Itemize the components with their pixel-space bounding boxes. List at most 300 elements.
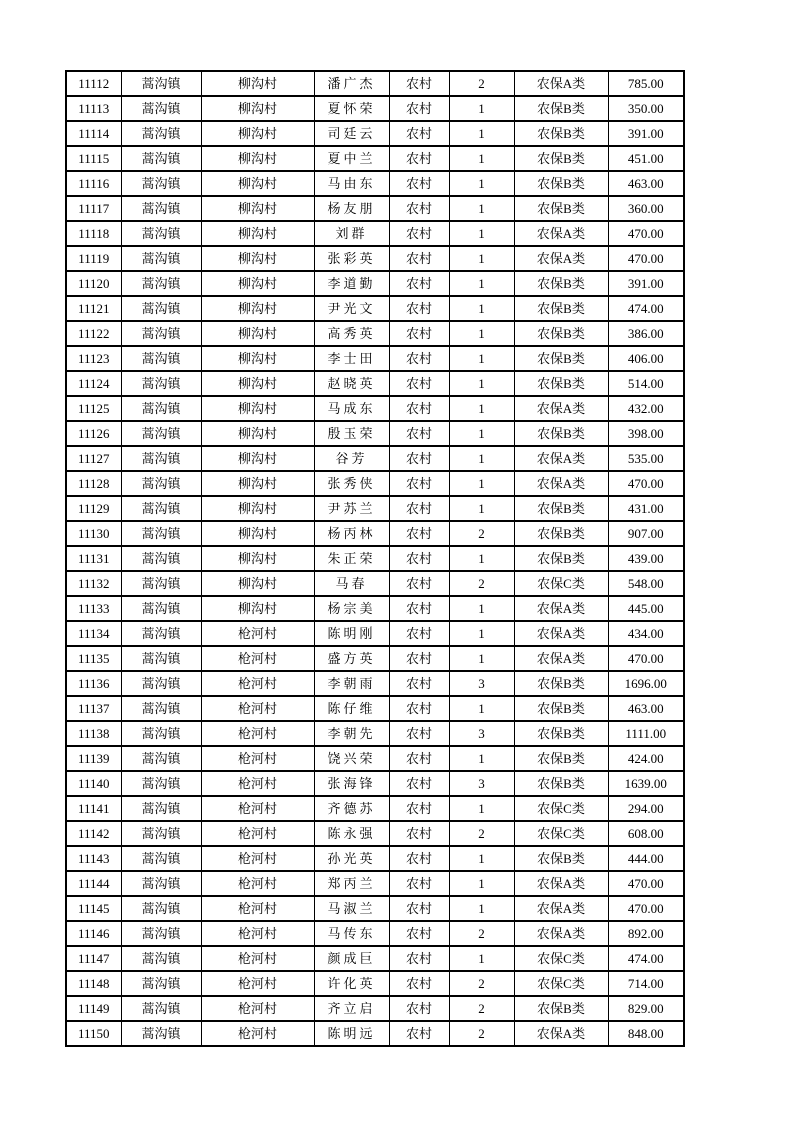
cell-town: 蒿沟镇 [121,296,201,321]
cell-category: 农保A类 [514,246,608,271]
cell-name: 陈明远 [314,1021,389,1046]
cell-residence: 农村 [389,446,449,471]
cell-village: 柳沟村 [201,446,314,471]
cell-name: 李朝先 [314,721,389,746]
cell-town: 蒿沟镇 [121,596,201,621]
cell-name: 马由东 [314,171,389,196]
cell-town: 蒿沟镇 [121,421,201,446]
cell-village: 柳沟村 [201,246,314,271]
cell-persons: 1 [449,746,514,771]
cell-town: 蒿沟镇 [121,571,201,596]
cell-town: 蒿沟镇 [121,471,201,496]
cell-amount: 470.00 [608,471,684,496]
cell-id: 11115 [66,146,121,171]
cell-persons: 2 [449,521,514,546]
cell-town: 蒿沟镇 [121,446,201,471]
cell-persons: 2 [449,921,514,946]
cell-category: 农保A类 [514,896,608,921]
cell-amount: 439.00 [608,546,684,571]
cell-persons: 1 [449,246,514,271]
cell-persons: 1 [449,646,514,671]
cell-village: 柳沟村 [201,221,314,246]
cell-town: 蒿沟镇 [121,746,201,771]
table-row [66,121,684,146]
cell-persons: 1 [449,171,514,196]
cell-id: 11149 [66,996,121,1021]
cell-id: 11125 [66,396,121,421]
cell-town: 蒿沟镇 [121,71,201,96]
cell-category: 农保B类 [514,121,608,146]
cell-name: 张秀侠 [314,471,389,496]
cell-town: 蒿沟镇 [121,821,201,846]
cell-category: 农保C类 [514,571,608,596]
cell-id: 11117 [66,196,121,221]
cell-amount: 445.00 [608,596,684,621]
cell-town: 蒿沟镇 [121,996,201,1021]
cell-amount: 474.00 [608,296,684,321]
cell-town: 蒿沟镇 [121,971,201,996]
cell-village: 枪河村 [201,796,314,821]
cell-category: 农保A类 [514,221,608,246]
cell-amount: 470.00 [608,896,684,921]
cell-amount: 294.00 [608,796,684,821]
cell-amount: 714.00 [608,971,684,996]
cell-village: 枪河村 [201,871,314,896]
benefits-register-table [65,70,685,1047]
cell-town: 蒿沟镇 [121,646,201,671]
cell-name: 潘广杰 [314,71,389,96]
cell-amount: 608.00 [608,821,684,846]
cell-residence: 农村 [389,646,449,671]
cell-residence: 农村 [389,971,449,996]
cell-category: 农保B类 [514,996,608,1021]
cell-residence: 农村 [389,821,449,846]
table-row [66,521,684,546]
cell-name: 陈仔维 [314,696,389,721]
cell-name: 郑丙兰 [314,871,389,896]
cell-persons: 1 [449,471,514,496]
cell-town: 蒿沟镇 [121,1021,201,1046]
cell-village: 枪河村 [201,921,314,946]
cell-village: 柳沟村 [201,171,314,196]
cell-amount: 431.00 [608,496,684,521]
cell-category: 农保A类 [514,471,608,496]
cell-village: 枪河村 [201,696,314,721]
cell-name: 尹苏兰 [314,496,389,521]
cell-town: 蒿沟镇 [121,721,201,746]
table-row [66,646,684,671]
table-row [66,571,684,596]
cell-residence: 农村 [389,946,449,971]
cell-name: 刘群 [314,221,389,246]
cell-persons: 1 [449,271,514,296]
cell-id: 11126 [66,421,121,446]
cell-name: 李朝雨 [314,671,389,696]
cell-residence: 农村 [389,571,449,596]
cell-residence: 农村 [389,196,449,221]
cell-town: 蒿沟镇 [121,496,201,521]
table-row [66,621,684,646]
cell-id: 11129 [66,496,121,521]
table-row [66,971,684,996]
table-row [66,421,684,446]
cell-persons: 1 [449,796,514,821]
cell-town: 蒿沟镇 [121,371,201,396]
cell-category: 农保B类 [514,846,608,871]
cell-persons: 1 [449,321,514,346]
cell-amount: 470.00 [608,246,684,271]
cell-residence: 农村 [389,721,449,746]
cell-name: 赵晓英 [314,371,389,396]
cell-residence: 农村 [389,471,449,496]
cell-id: 11127 [66,446,121,471]
cell-category: 农保B类 [514,346,608,371]
cell-amount: 535.00 [608,446,684,471]
cell-name: 李士田 [314,346,389,371]
cell-amount: 391.00 [608,271,684,296]
cell-village: 柳沟村 [201,521,314,546]
table-row [66,271,684,296]
cell-village: 枪河村 [201,771,314,796]
cell-residence: 农村 [389,421,449,446]
table-row [66,171,684,196]
cell-category: 农保A类 [514,446,608,471]
cell-category: 农保A类 [514,621,608,646]
cell-name: 饶兴荣 [314,746,389,771]
cell-persons: 1 [449,421,514,446]
table-row [66,396,684,421]
cell-id: 11118 [66,221,121,246]
cell-persons: 1 [449,946,514,971]
cell-amount: 451.00 [608,146,684,171]
cell-residence: 农村 [389,371,449,396]
table-body [66,71,684,1046]
table-row [66,446,684,471]
table-row [66,946,684,971]
cell-persons: 2 [449,821,514,846]
cell-persons: 3 [449,721,514,746]
cell-village: 枪河村 [201,996,314,1021]
cell-category: 农保B类 [514,421,608,446]
table-row [66,671,684,696]
cell-residence: 农村 [389,346,449,371]
cell-village: 枪河村 [201,721,314,746]
table-row [66,846,684,871]
cell-town: 蒿沟镇 [121,146,201,171]
cell-name: 高秀英 [314,321,389,346]
cell-id: 11145 [66,896,121,921]
cell-village: 枪河村 [201,946,314,971]
cell-persons: 1 [449,371,514,396]
cell-amount: 474.00 [608,946,684,971]
cell-village: 柳沟村 [201,596,314,621]
cell-residence: 农村 [389,671,449,696]
cell-category: 农保B类 [514,771,608,796]
cell-id: 11138 [66,721,121,746]
cell-village: 枪河村 [201,1021,314,1046]
cell-residence: 农村 [389,921,449,946]
cell-town: 蒿沟镇 [121,321,201,346]
cell-id: 11140 [66,771,121,796]
cell-town: 蒿沟镇 [121,396,201,421]
cell-amount: 892.00 [608,921,684,946]
cell-town: 蒿沟镇 [121,221,201,246]
cell-category: 农保B类 [514,146,608,171]
cell-name: 张彩英 [314,246,389,271]
cell-amount: 470.00 [608,871,684,896]
table-row [66,821,684,846]
cell-category: 农保A类 [514,1021,608,1046]
cell-residence: 农村 [389,746,449,771]
cell-name: 李道勤 [314,271,389,296]
cell-amount: 360.00 [608,196,684,221]
cell-id: 11120 [66,271,121,296]
cell-town: 蒿沟镇 [121,696,201,721]
cell-residence: 农村 [389,596,449,621]
cell-category: 农保B类 [514,296,608,321]
cell-residence: 农村 [389,71,449,96]
cell-town: 蒿沟镇 [121,121,201,146]
cell-id: 11134 [66,621,121,646]
cell-category: 农保B类 [514,96,608,121]
cell-id: 11124 [66,371,121,396]
cell-village: 柳沟村 [201,146,314,171]
cell-id: 11139 [66,746,121,771]
cell-persons: 1 [449,696,514,721]
cell-persons: 1 [449,896,514,921]
cell-town: 蒿沟镇 [121,246,201,271]
cell-amount: 444.00 [608,846,684,871]
cell-persons: 2 [449,571,514,596]
cell-id: 11141 [66,796,121,821]
cell-town: 蒿沟镇 [121,196,201,221]
cell-id: 11143 [66,846,121,871]
cell-name: 夏中兰 [314,146,389,171]
cell-residence: 农村 [389,296,449,321]
cell-town: 蒿沟镇 [121,671,201,696]
cell-village: 枪河村 [201,846,314,871]
cell-name: 夏怀荣 [314,96,389,121]
cell-residence: 农村 [389,871,449,896]
cell-amount: 406.00 [608,346,684,371]
cell-name: 陈永强 [314,821,389,846]
cell-name: 齐立启 [314,996,389,1021]
cell-id: 11150 [66,1021,121,1046]
cell-persons: 1 [449,546,514,571]
cell-id: 11148 [66,971,121,996]
cell-residence: 农村 [389,696,449,721]
cell-category: 农保C类 [514,821,608,846]
cell-amount: 350.00 [608,96,684,121]
table-row [66,746,684,771]
cell-residence: 农村 [389,546,449,571]
cell-residence: 农村 [389,171,449,196]
cell-name: 马淑兰 [314,896,389,921]
cell-category: 农保B类 [514,746,608,771]
cell-id: 11121 [66,296,121,321]
cell-id: 11133 [66,596,121,621]
table-row [66,771,684,796]
table-row [66,896,684,921]
table-row [66,496,684,521]
cell-category: 农保A类 [514,871,608,896]
cell-category: 农保A类 [514,646,608,671]
cell-village: 枪河村 [201,896,314,921]
cell-town: 蒿沟镇 [121,771,201,796]
cell-id: 11114 [66,121,121,146]
cell-village: 枪河村 [201,621,314,646]
cell-category: 农保A类 [514,396,608,421]
cell-name: 司廷云 [314,121,389,146]
cell-town: 蒿沟镇 [121,621,201,646]
cell-residence: 农村 [389,221,449,246]
cell-id: 11136 [66,671,121,696]
cell-town: 蒿沟镇 [121,546,201,571]
cell-residence: 农村 [389,496,449,521]
cell-id: 11137 [66,696,121,721]
cell-persons: 1 [449,621,514,646]
cell-residence: 农村 [389,396,449,421]
cell-category: 农保B类 [514,371,608,396]
cell-residence: 农村 [389,121,449,146]
cell-persons: 2 [449,71,514,96]
table-row [66,246,684,271]
cell-id: 11123 [66,346,121,371]
cell-id: 11132 [66,571,121,596]
cell-name: 孙光英 [314,846,389,871]
cell-residence: 农村 [389,896,449,921]
cell-category: 农保C类 [514,796,608,821]
cell-name: 谷芳 [314,446,389,471]
cell-amount: 424.00 [608,746,684,771]
cell-village: 柳沟村 [201,96,314,121]
cell-name: 颜成巨 [314,946,389,971]
cell-category: 农保C类 [514,971,608,996]
cell-id: 11122 [66,321,121,346]
cell-category: 农保A类 [514,596,608,621]
cell-town: 蒿沟镇 [121,871,201,896]
cell-persons: 1 [449,346,514,371]
cell-name: 陈明刚 [314,621,389,646]
table-row [66,871,684,896]
cell-persons: 1 [449,296,514,321]
table-row [66,596,684,621]
table-row [66,96,684,121]
cell-village: 柳沟村 [201,471,314,496]
table-row [66,696,684,721]
cell-persons: 3 [449,671,514,696]
cell-residence: 农村 [389,796,449,821]
cell-persons: 1 [449,96,514,121]
table-row [66,1021,684,1046]
cell-amount: 434.00 [608,621,684,646]
cell-id: 11112 [66,71,121,96]
cell-village: 柳沟村 [201,421,314,446]
cell-amount: 1696.00 [608,671,684,696]
cell-amount: 848.00 [608,1021,684,1046]
cell-name: 盛方英 [314,646,389,671]
cell-residence: 农村 [389,771,449,796]
table-row [66,721,684,746]
cell-category: 农保B类 [514,546,608,571]
cell-residence: 农村 [389,996,449,1021]
cell-persons: 2 [449,996,514,1021]
cell-amount: 432.00 [608,396,684,421]
cell-town: 蒿沟镇 [121,271,201,296]
cell-town: 蒿沟镇 [121,921,201,946]
cell-persons: 1 [449,871,514,896]
cell-village: 柳沟村 [201,296,314,321]
table-row [66,996,684,1021]
cell-village: 柳沟村 [201,321,314,346]
cell-persons: 1 [449,396,514,421]
cell-persons: 1 [449,446,514,471]
cell-name: 杨宗美 [314,596,389,621]
cell-name: 殷玉荣 [314,421,389,446]
cell-amount: 398.00 [608,421,684,446]
cell-residence: 农村 [389,146,449,171]
cell-village: 柳沟村 [201,546,314,571]
cell-name: 杨友朋 [314,196,389,221]
cell-name: 齐德苏 [314,796,389,821]
cell-id: 11144 [66,871,121,896]
cell-amount: 1111.00 [608,721,684,746]
cell-town: 蒿沟镇 [121,896,201,921]
cell-amount: 463.00 [608,171,684,196]
cell-category: 农保C类 [514,946,608,971]
cell-residence: 农村 [389,271,449,296]
cell-town: 蒿沟镇 [121,521,201,546]
cell-village: 枪河村 [201,821,314,846]
cell-amount: 391.00 [608,121,684,146]
cell-id: 11128 [66,471,121,496]
cell-category: 农保B类 [514,171,608,196]
cell-village: 柳沟村 [201,571,314,596]
cell-category: 农保B类 [514,196,608,221]
cell-id: 11142 [66,821,121,846]
cell-category: 农保B类 [514,696,608,721]
table-row [66,346,684,371]
table-row [66,471,684,496]
cell-village: 柳沟村 [201,346,314,371]
cell-amount: 470.00 [608,221,684,246]
cell-town: 蒿沟镇 [121,346,201,371]
cell-persons: 1 [449,121,514,146]
cell-persons: 1 [449,146,514,171]
cell-amount: 907.00 [608,521,684,546]
cell-persons: 3 [449,771,514,796]
table-row [66,921,684,946]
cell-persons: 1 [449,196,514,221]
table-row [66,196,684,221]
table-row [66,146,684,171]
cell-persons: 1 [449,846,514,871]
cell-name: 马成东 [314,396,389,421]
cell-residence: 农村 [389,246,449,271]
cell-name: 朱正荣 [314,546,389,571]
cell-name: 许化英 [314,971,389,996]
cell-amount: 829.00 [608,996,684,1021]
table-row [66,321,684,346]
cell-village: 柳沟村 [201,371,314,396]
cell-amount: 463.00 [608,696,684,721]
table-row [66,71,684,96]
cell-id: 11135 [66,646,121,671]
cell-persons: 2 [449,971,514,996]
cell-amount: 785.00 [608,71,684,96]
table-row [66,796,684,821]
cell-category: 农保B类 [514,521,608,546]
